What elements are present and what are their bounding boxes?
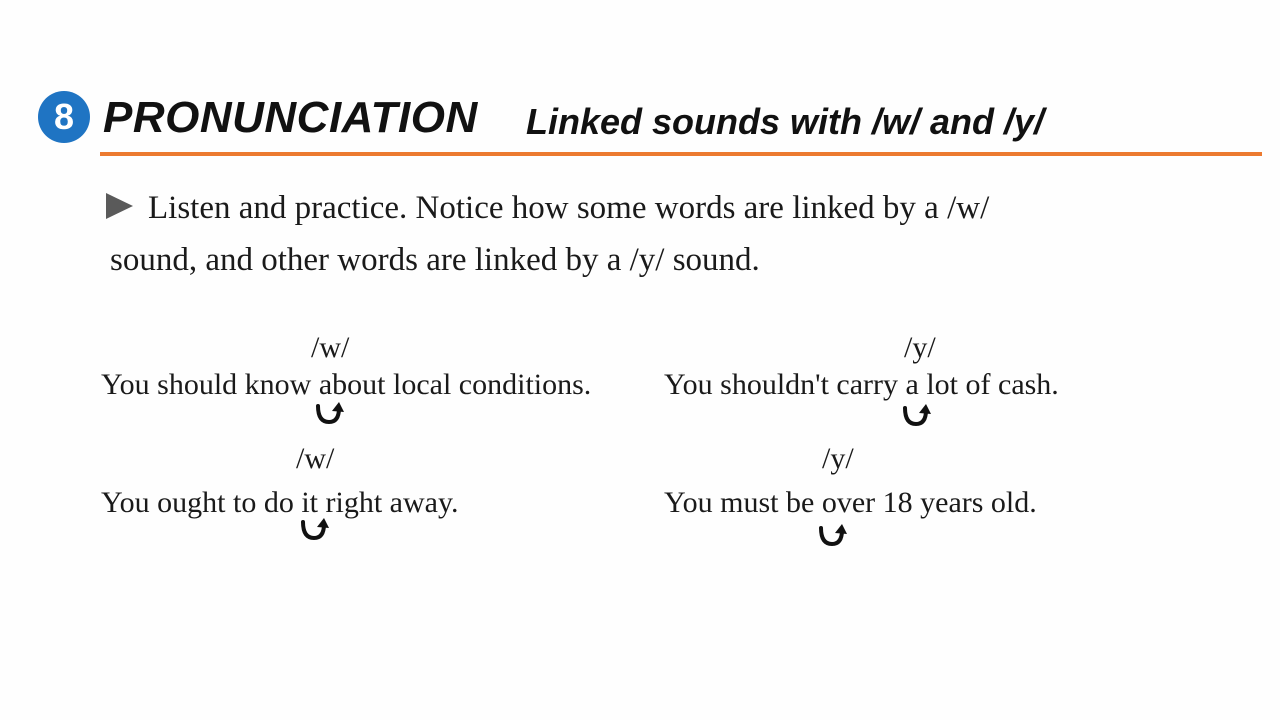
play-arrow-icon xyxy=(106,193,133,219)
link-arc-icon xyxy=(312,400,346,426)
link-arc-icon xyxy=(815,522,849,548)
section-title: PRONUNCIATION xyxy=(103,93,478,142)
example-4-sentence: You must be over 18 years old. xyxy=(664,486,1037,519)
link-arc-icon xyxy=(297,516,331,542)
example-3-sentence: You ought to do it right away. xyxy=(101,486,459,519)
instruction-line-2: sound, and other words are linked by a /y/ sound. xyxy=(110,242,760,278)
instruction-line-1: Listen and practice. Notice how some words are linked by a /w/ xyxy=(148,190,990,226)
link-arc-icon xyxy=(899,402,933,428)
section-subtitle: Linked sounds with /w/ and /y/ xyxy=(526,101,1045,142)
example-4-sound-label: /y/ xyxy=(822,442,854,475)
example-2-sound-label: /y/ xyxy=(904,331,936,364)
example-1-sentence: You should know about local conditions. xyxy=(101,368,592,401)
header-divider xyxy=(100,152,1262,156)
section-number-badge: 8 xyxy=(38,91,90,143)
example-1-sound-label: /w/ xyxy=(311,331,350,364)
example-3-sound-label: /w/ xyxy=(296,442,335,475)
example-2-sentence: You shouldn't carry a lot of cash. xyxy=(664,368,1059,401)
